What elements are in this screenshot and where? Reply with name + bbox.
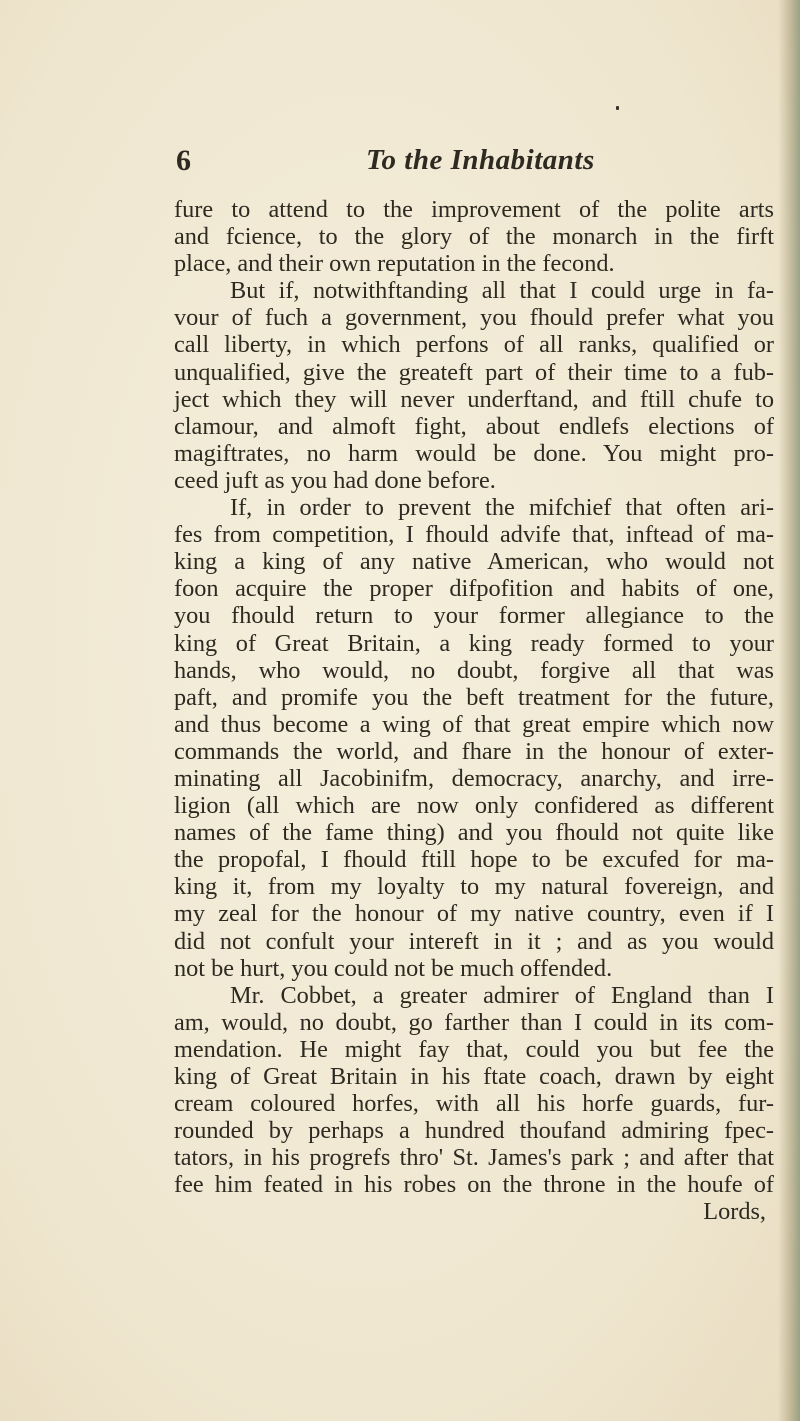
text-line: tators, in his progrefs thro' St. James's park ; and after that xyxy=(174,1144,774,1172)
text-line: foon acquire the proper difpofition and habits of one, xyxy=(174,575,774,603)
text-line: did not confult your intereft in it ; and as you would xyxy=(174,927,774,955)
text-line: clamour, and almoft fight, about endlefs elections of xyxy=(174,412,774,440)
text-line: you fhould return to your former allegiance to the xyxy=(174,602,774,630)
text-line: fure to attend to the improvement of the polite arts xyxy=(174,196,774,223)
text-line: am, would, no doubt, go farther than I could in its com- xyxy=(174,1008,774,1036)
text-line: names of the fame thing) and you fhould not quite like xyxy=(174,819,774,847)
text-line: call liberty, in which perfons of all ranks, qualified or xyxy=(174,331,774,359)
text-line: ceed juft as you had done before. xyxy=(174,466,496,494)
page-edge-shadow xyxy=(778,0,800,1421)
text-line: hands, who would, no doubt, forgive all that was xyxy=(174,656,774,684)
text-line: magiftrates, no harm would be done. You might pro- xyxy=(174,439,774,467)
text-line: king a king of any native American, who would not xyxy=(174,548,774,576)
text-line: place, and their own reputation in the fecond. xyxy=(174,250,615,278)
page-header xyxy=(176,140,736,180)
text-line: king it, from my loyalty to my natural fovereign, and xyxy=(174,873,774,901)
text-line: rounded by perhaps a hundred thoufand admiring fpec- xyxy=(174,1117,774,1145)
text-line: king of Great Britain, a king ready formed to your xyxy=(174,629,774,657)
text-line: minating all Jacobinifm, democracy, anarchy, and irre- xyxy=(174,764,774,792)
text-line: king of Great Britain in his ftate coach, drawn by eight xyxy=(174,1063,774,1090)
text-line: But if, notwithftanding all that I could urge in fa- xyxy=(230,277,774,305)
text-line: ject which they will never underftand, and ftill chufe to xyxy=(174,385,774,413)
text-line: If, in order to prevent the mifchief that often ari- xyxy=(230,494,774,522)
text-line: fee him feated in his robes on the throne in the houfe of xyxy=(174,1171,774,1199)
text-line: fes from competition, I fhould advife that, inftead of ma- xyxy=(174,521,774,549)
text-line: Mr. Cobbet, a greater admirer of England than I xyxy=(230,981,774,1009)
text-line: and thus become a wing of that great empire which now xyxy=(174,710,774,738)
text-line: commands the world, and fhare in the honour of exter- xyxy=(174,737,774,765)
text-line: cream coloured horfes, with all his horfe guards, fur- xyxy=(174,1090,774,1118)
ink-speck xyxy=(616,106,619,110)
text-line: vour of fuch a government, you fhould prefer what you xyxy=(174,304,774,332)
text-line: mendation. He might fay that, could you but fee the xyxy=(174,1035,774,1063)
page-number: 6 xyxy=(176,144,191,177)
running-head: To the Inhabitants xyxy=(366,144,595,176)
text-line: the propofal, I fhould ftill hope to be excufed for ma- xyxy=(174,846,774,874)
text-line: ligion (all which are now only confidered as different xyxy=(174,792,774,820)
text-line: not be hurt, you could not be much offended. xyxy=(174,954,613,982)
text-line: unqualified, give the greateft part of their time to a fub- xyxy=(174,358,774,386)
body-text xyxy=(174,196,774,1226)
text-line: my zeal for the honour of my native country, even if I xyxy=(174,900,774,928)
catchword: Lords, xyxy=(703,1198,766,1226)
text-line: and fcience, to the glory of the monarch in the firft xyxy=(174,223,774,251)
text-line: paft, and promife you the beft treatment for the future, xyxy=(174,683,774,711)
